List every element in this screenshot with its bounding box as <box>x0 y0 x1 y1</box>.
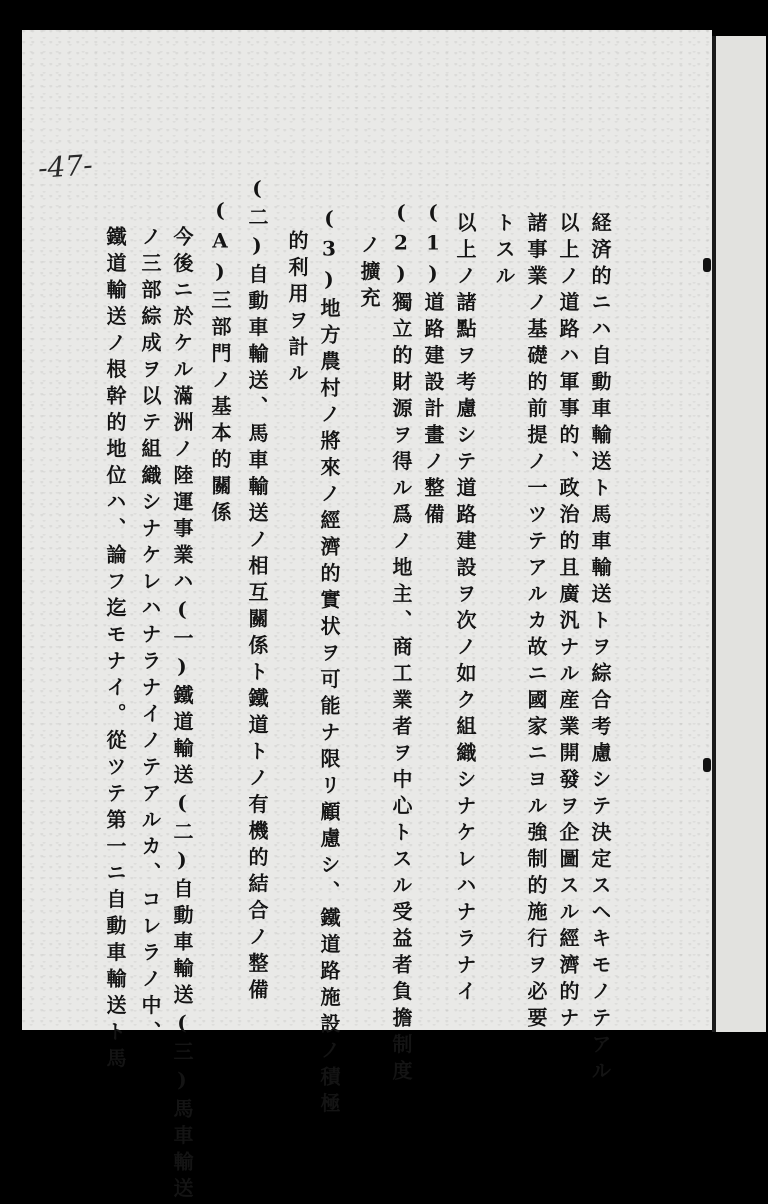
text-column-8: ノ擴充 <box>357 234 381 314</box>
binding-hole-mark <box>703 758 711 772</box>
text-column-1: 経済的ニハ自動車輸送ト馬車輸送トヲ綜合考慮シテ決定スヘキモノテアル <box>588 212 612 1087</box>
text-column-4: トスル <box>492 212 516 292</box>
text-column-9: (3)地方農村ノ將來ノ經濟的實状ヲ可能ナ限リ顧慮シ、鐵道路施設ノ積極 <box>317 206 341 1119</box>
next-page-edge <box>712 36 766 1032</box>
text-column-3: 諸事業ノ基礎的前提ノ一ツテアルカ故ニ國家ニヨル強制的施行ヲ必要 <box>524 212 548 1034</box>
text-column-11: (二)自動車輸送、馬車輸送ノ相互關係ト鐵道トノ有機的結合ノ整備 <box>245 176 269 1006</box>
text-column-6: (1)道路建設計畫ノ整備 <box>421 200 445 530</box>
text-column-14: ノ三部綜成ヲ以テ組織シナケレハナラナイノテアルカ、コレラノ中、 <box>138 226 162 1048</box>
text-column-10: 的利用ヲ計ル <box>285 230 309 389</box>
page-number: -47- <box>36 148 94 185</box>
text-column-5: 以上ノ諸點ヲ考慮シテ道路建設ヲ次ノ如ク組織シナケレハナラナイ <box>453 212 477 1007</box>
text-column-15: 鐵道輸送ノ根幹的地位ハ、論フ迄モナイ。從ツテ第一ニ自動車輸送ト馬 <box>103 226 127 1074</box>
text-column-2: 以上ノ道路ハ軍事的、政治的且廣汎ナル産業開發ヲ企圖スル經濟的ナ <box>556 212 580 1034</box>
text-column-12: (A)三部門ノ基本的關係 <box>208 198 232 528</box>
binding-hole-mark <box>703 258 711 272</box>
text-column-13: 今後ニ於ケル滿洲ノ陸運事業ハ(一)鐵道輸送(二)自動車輸送(三)馬車輸送 <box>170 226 194 1204</box>
text-column-7: (2)獨立的財源ヲ得ル爲ノ地主、商工業者ヲ中心トスル受益者負擔制度 <box>389 200 413 1087</box>
